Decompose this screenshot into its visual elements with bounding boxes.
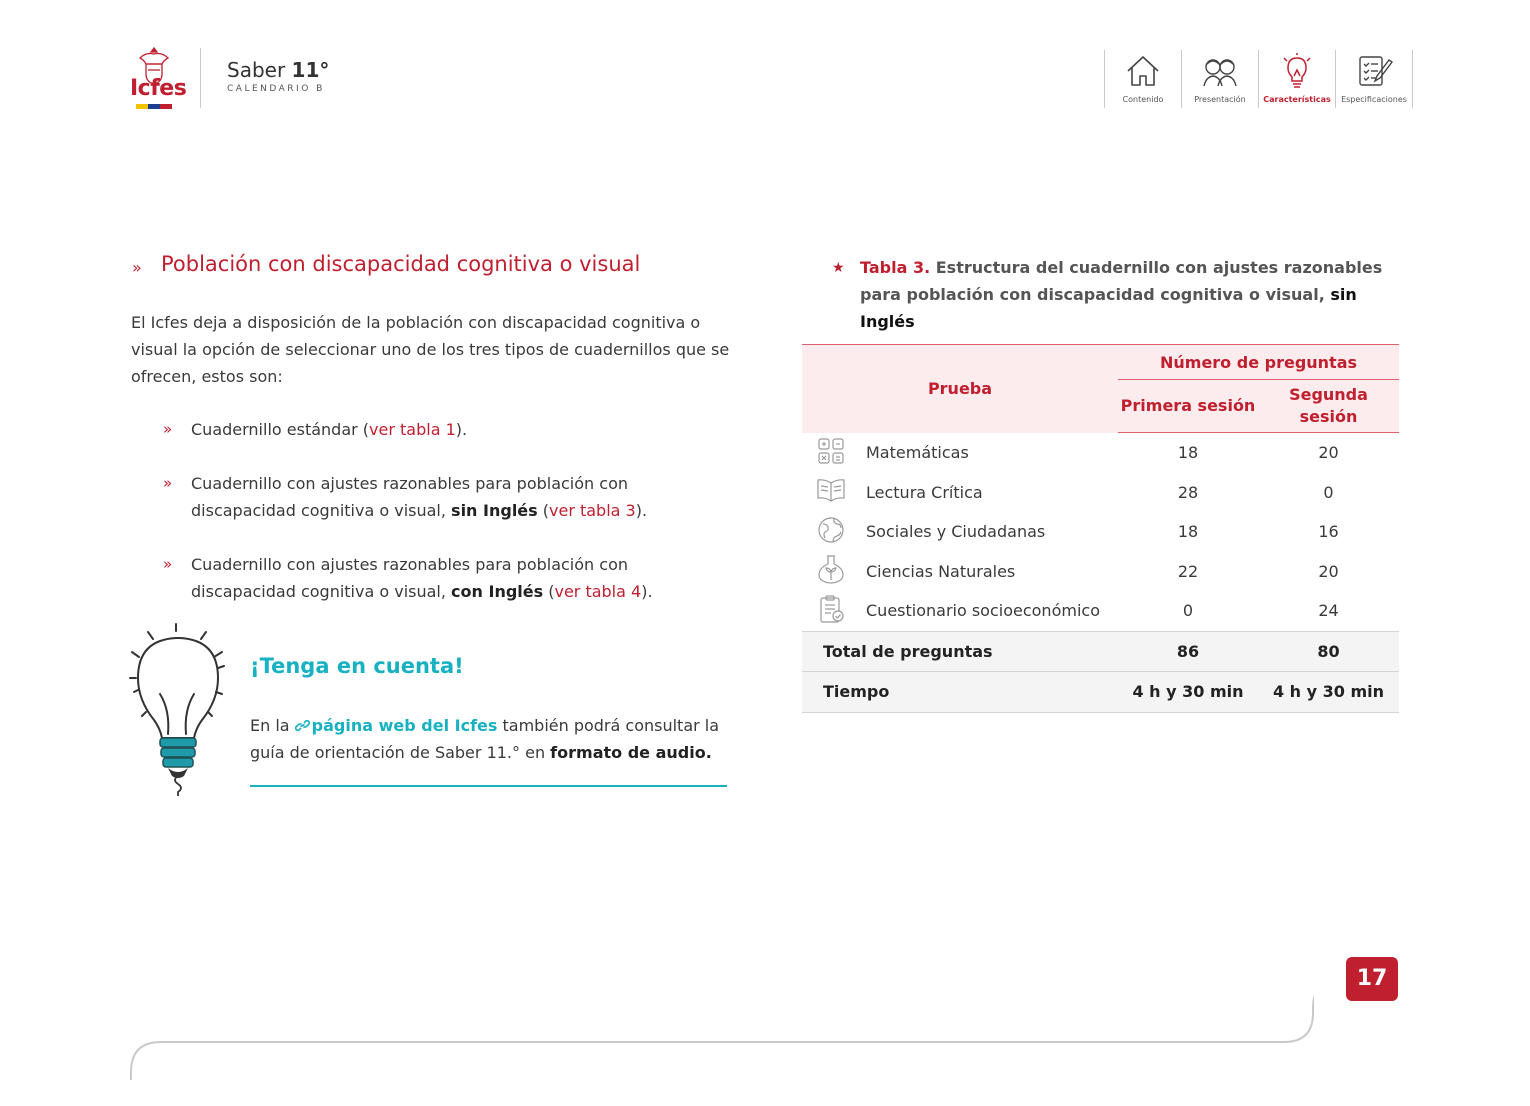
- list-bullet: »: [163, 420, 173, 438]
- star-icon: ★: [832, 260, 845, 276]
- table-caption: Tabla 3. Estructura del cuadernillo con ajustes razonables para población con discapacidad cognitiva o visual, sin Inglés: [860, 258, 1383, 331]
- table-row: Matemáticas 18 20: [802, 433, 1399, 473]
- section-nav: [1104, 50, 1413, 108]
- flask-icon: [817, 554, 845, 584]
- link-icon: [295, 719, 310, 732]
- list-item: Cuadernillo estándar (ver tabla 1).: [191, 420, 468, 439]
- link-tabla-3[interactable]: ver tabla 3: [549, 501, 636, 520]
- table-row: Sociales y Ciudadanas 18 16: [802, 512, 1399, 552]
- nav-presentacion[interactable]: Presentación: [1181, 50, 1258, 108]
- lightbulb-illustration: [128, 622, 228, 796]
- header-numero-preguntas: Número de preguntas: [1118, 345, 1399, 380]
- header-divider: [200, 48, 201, 108]
- publication-subtitle: CALENDARIO B: [227, 84, 325, 94]
- list-item: Cuadernillo con ajustes razonables para población con discapacidad cognitiva o visual, sin Inglés (ver tabla 3).: [191, 474, 648, 520]
- table-total-row: Total de preguntas 86 80: [802, 631, 1399, 672]
- section-bullet: »: [132, 258, 142, 277]
- open-book-icon: [815, 477, 847, 503]
- tip-text: En la página web del Icfes también podrá consultar la guía de orientación de Saber 11.° en formato de audio.: [250, 716, 720, 762]
- header-prueba: Prueba: [802, 345, 1118, 433]
- link-pagina-web[interactable]: página web del Icfes: [295, 716, 498, 735]
- tip-underline: [250, 785, 727, 787]
- tip-title: ¡Tenga en cuenta!: [250, 654, 464, 678]
- intro-paragraph: El Icfes deja a disposición de la población con discapacidad cognitiva o visual la opción de seleccionar uno de los tres tipos de cuadernillos que se ofrecen, estos son:: [131, 313, 730, 386]
- lightbulb-icon: [1278, 52, 1316, 90]
- table-row: Cuestionario socioeconómico 0 24: [802, 591, 1399, 631]
- table-time-row: Tiempo 4 h y 30 min 4 h y 30 min: [802, 672, 1399, 713]
- link-tabla-1[interactable]: ver tabla 1: [369, 420, 456, 439]
- questions-table: [802, 344, 1399, 713]
- checklist-icon: [1355, 52, 1393, 90]
- page-number: 17: [1346, 957, 1398, 1001]
- nav-caracteristicas[interactable]: Características: [1258, 50, 1335, 108]
- flag-stripe: [136, 104, 172, 109]
- publication-title: Saber 11°: [227, 58, 330, 82]
- home-icon: [1124, 52, 1162, 90]
- list-bullet: »: [163, 555, 173, 573]
- globe-icon: [817, 516, 845, 544]
- table-row: Lectura Crítica 28 0: [802, 473, 1399, 513]
- logo-wordmark: Icfes: [130, 76, 187, 101]
- clipboard-icon: [817, 594, 845, 624]
- list-item: Cuadernillo con ajustes razonables para población con discapacidad cognitiva o visual, con Inglés (ver tabla 4).: [191, 555, 653, 601]
- people-icon: [1201, 52, 1239, 90]
- table-row: Ciencias Naturales 22 20: [802, 552, 1399, 592]
- section-title: Población con discapacidad cognitiva o visual: [161, 252, 641, 276]
- header-primera-sesion: Primera sesión: [1118, 380, 1258, 433]
- list-bullet: »: [163, 474, 173, 492]
- link-tabla-4[interactable]: ver tabla 4: [554, 582, 642, 601]
- page-frame-line: [130, 976, 1314, 1106]
- nav-contenido[interactable]: Contenido: [1104, 50, 1181, 108]
- calculator-icon: [817, 437, 845, 465]
- header-segunda-sesion: Segunda sesión: [1258, 380, 1399, 433]
- nav-especificaciones[interactable]: Especificaciones: [1335, 50, 1413, 108]
